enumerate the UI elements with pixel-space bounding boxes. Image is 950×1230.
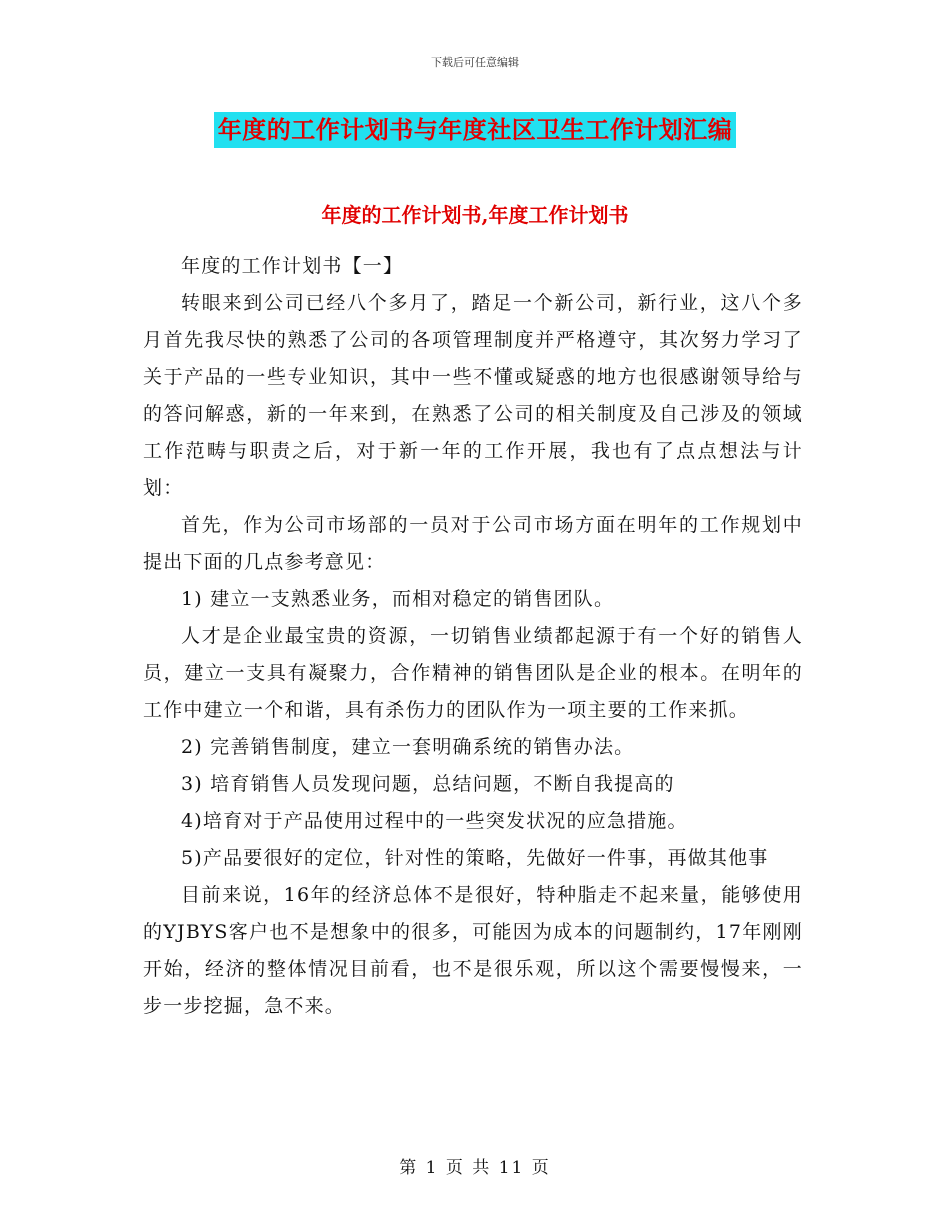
paragraph: 人才是企业最宝贵的资源，一切销售业绩都起源于有一个好的销售人员，建立一支具有凝聚力，合作精神的销售团队是企业的根本。在明年的工作中建立一个和谐，具有杀伤力的团队作为一项主要的工作来抓。 bbox=[143, 625, 803, 721]
paragraph: 转眼来到公司已经八个多月了，踏足一个新公司，新行业，这八个多月首先我尽快的熟悉了公司的各项管理制度并严格遵守，其次努力学习了关于产品的一些专业知识，其中一些不懂或疑惑的地方也很感谢领导给与的答问解惑，新的一年来到，在熟悉了公司的相关制度及自己涉及的领域工作范畴与职责之后，对于新一年的工作开展，我也有了点点想法与计划： bbox=[143, 292, 803, 499]
paragraph: 2) 完善销售制度，建立一套明确系统的销售办法。 bbox=[181, 736, 635, 758]
paragraph: 1) 建立一支熟悉业务，而相对稳定的销售团队。 bbox=[181, 588, 615, 610]
header-note: 下载后可任意编辑 bbox=[431, 56, 519, 69]
paragraph: 年度的工作计划书【一】 bbox=[181, 255, 404, 277]
sub-title: 年度的工作计划书,年度工作计划书 bbox=[321, 203, 629, 227]
paragraph: 4)培育对于产品使用过程中的一些突发状况的应急措施。 bbox=[181, 810, 688, 832]
paragraph: 目前来说，16年的经济总体不是很好，特种脂走不起来量，能够使用的YJBYS客户也不是想象中的很多，可能因为成本的问题制约，17年刚刚开始，经济的整体情况目前看，也不是很乐观，所以这个需要慢慢来，一步一步挖掘，急不来。 bbox=[143, 884, 803, 1017]
main-title-container bbox=[0, 112, 950, 148]
paragraph: 3) 培育销售人员发现问题，总结问题，不断自我提高的 bbox=[181, 773, 675, 795]
main-title: 年度的工作计划书与年度社区卫生工作计划汇编 bbox=[214, 112, 737, 148]
body-text bbox=[143, 232, 803, 1025]
paragraph: 首先，作为公司市场部的一员对于公司市场方面在明年的工作规划中提出下面的几点参考意见： bbox=[143, 514, 803, 573]
paragraph: 5)产品要很好的定位，针对性的策略，先做好一件事，再做其他事 bbox=[181, 847, 769, 869]
page-number-footer: 第 1 页 共 11 页 bbox=[399, 1158, 551, 1178]
